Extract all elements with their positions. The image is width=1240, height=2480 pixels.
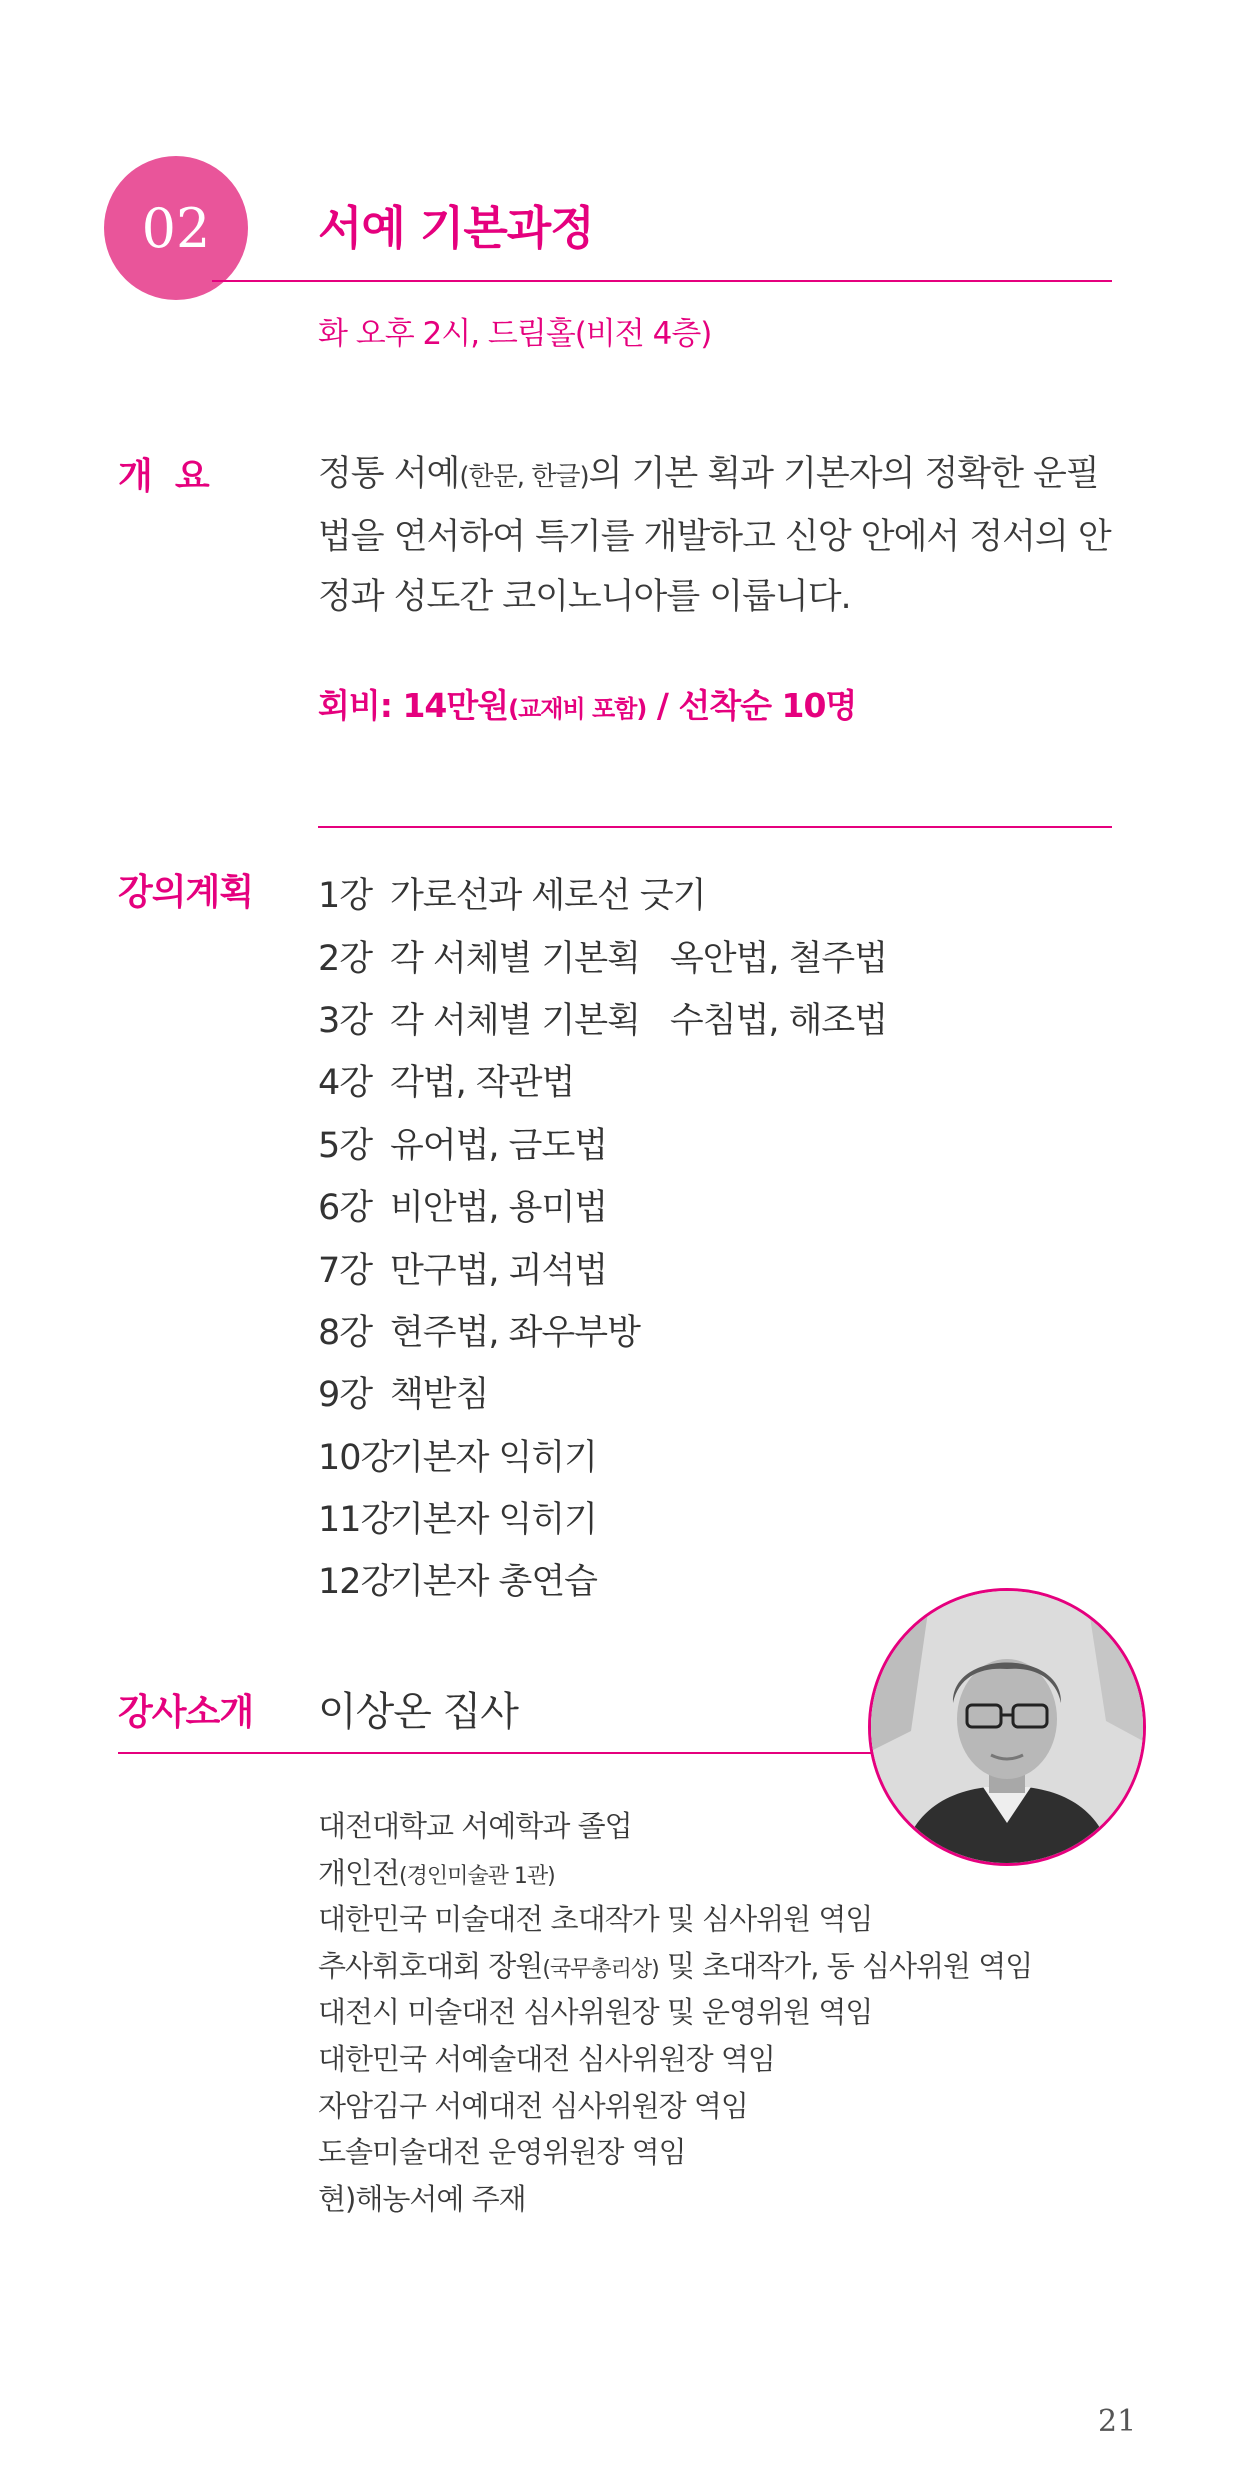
course-number-badge <box>104 156 248 300</box>
bio-text: 도솔미술대전 운영위원장 역임 <box>318 2135 686 2170</box>
fee-amount: 회비: 14만원 <box>318 686 509 725</box>
bio-text: 추사휘호대회 장원 <box>318 1948 543 1983</box>
lesson-title: 기본자 총연습 <box>390 1562 597 1603</box>
overview-text-part: 정통 서예 <box>318 454 460 494</box>
instructor-divider <box>118 1752 878 1754</box>
overview-text-part: 의 기본 획과 기본자의 정확한 운필법을 연서하여 특기를 개발하고 신앙 안에서 정서의 안정과 성도간 코이노니아를 이룹니다. <box>318 454 1111 617</box>
lesson-item <box>318 1112 887 1174</box>
bio-item <box>318 1804 1032 1851</box>
section-divider <box>318 826 1112 828</box>
lesson-title: 각 서체별 기본획 <box>390 1000 640 1041</box>
plan-label: 강의계획 <box>118 872 254 913</box>
bio-text: 자암김구 서예대전 심사위원장 역임 <box>318 2088 748 2123</box>
lesson-title: 책받침 <box>390 1375 489 1416</box>
lesson-plan-list <box>318 862 887 1611</box>
lesson-item <box>318 1174 887 1236</box>
bio-text: 개인전 <box>318 1855 400 1890</box>
lesson-item <box>318 1548 887 1610</box>
instructor-bio-list <box>318 1804 1032 2223</box>
lesson-detail: 수침법, 해조법 <box>669 1000 888 1041</box>
lesson-number: 9강 <box>318 1375 373 1416</box>
lesson-item <box>318 924 887 986</box>
lesson-number: 1강 <box>318 876 373 917</box>
instructor-name: 이상온 집사 <box>318 1689 518 1735</box>
course-title: 서예 기본과정 <box>318 201 594 255</box>
lesson-number: 10강 <box>318 1437 394 1478</box>
lesson-number: 12강 <box>318 1562 394 1603</box>
bio-item <box>318 1897 1032 1944</box>
bio-item <box>318 2037 1032 2084</box>
overview-label: 개 요 <box>118 456 209 497</box>
course-schedule: 화 오후 2시, 드림홀(비전 4층) <box>318 316 712 352</box>
lesson-title: 각법, 작관법 <box>390 1063 575 1104</box>
lesson-title: 가로선과 세로선 긋기 <box>390 876 706 917</box>
lesson-title: 만구법, 괴석법 <box>390 1250 608 1291</box>
lesson-item <box>318 1361 887 1423</box>
bio-item <box>318 2177 1032 2224</box>
bio-text: 현)해농서예 주재 <box>318 2181 526 2216</box>
lesson-number: 7강 <box>318 1250 373 1291</box>
lesson-number: 4강 <box>318 1063 373 1104</box>
lesson-title: 비안법, 용미법 <box>390 1188 608 1229</box>
fee-info <box>318 680 856 727</box>
overview-text-paren: (한문, 한글) <box>459 462 589 492</box>
page-number: 21 <box>1098 2404 1137 2439</box>
lesson-item <box>318 987 887 1049</box>
course-number: 02 <box>141 196 211 260</box>
bio-item <box>318 1851 1032 1898</box>
lesson-item <box>318 1486 887 1548</box>
lesson-number: 2강 <box>318 938 373 979</box>
lesson-number: 6강 <box>318 1188 373 1229</box>
lesson-title: 각 서체별 기본획 <box>390 938 640 979</box>
lesson-title: 현주법, 좌우부방 <box>390 1312 640 1353</box>
lesson-number: 8강 <box>318 1312 373 1353</box>
bio-item <box>318 2130 1032 2177</box>
bio-note: (국무총리상) <box>542 1956 659 1982</box>
fee-capacity: / 선착순 10명 <box>646 686 857 725</box>
lesson-detail: 옥안법, 철주법 <box>669 938 888 979</box>
bio-text: 대한민국 서예술대전 심사위원장 역임 <box>318 2041 775 2076</box>
lesson-number: 3강 <box>318 1000 373 1041</box>
bio-text: 대전시 미술대전 심사위원장 및 운영위원 역임 <box>318 1995 873 2030</box>
lesson-item <box>318 862 887 924</box>
title-divider <box>212 280 1112 282</box>
bio-text: 및 초대작가, 동 심사위원 역임 <box>658 1948 1033 1983</box>
bio-item <box>318 1944 1032 1991</box>
bio-note: (경인미술관 1관) <box>399 1863 555 1889</box>
lesson-number: 5강 <box>318 1125 373 1166</box>
lesson-title: 유어법, 금도법 <box>390 1125 608 1166</box>
instructor-label: 강사소개 <box>118 1692 254 1733</box>
lesson-title: 기본자 익히기 <box>390 1437 597 1478</box>
lesson-item <box>318 1424 887 1486</box>
bio-text: 대한민국 미술대전 초대작가 및 심사위원 역임 <box>318 1902 873 1937</box>
bio-item <box>318 1990 1032 2037</box>
lesson-item <box>318 1236 887 1298</box>
lesson-item <box>318 1049 887 1111</box>
lesson-item <box>318 1299 887 1361</box>
bio-text: 대전대학교 서예학과 졸업 <box>318 1809 632 1843</box>
overview-text <box>318 444 1114 627</box>
bio-item <box>318 2084 1032 2131</box>
fee-note: (교재비 포함) <box>508 695 647 723</box>
lesson-number: 11강 <box>318 1500 394 1541</box>
lesson-title: 기본자 익히기 <box>390 1500 597 1541</box>
